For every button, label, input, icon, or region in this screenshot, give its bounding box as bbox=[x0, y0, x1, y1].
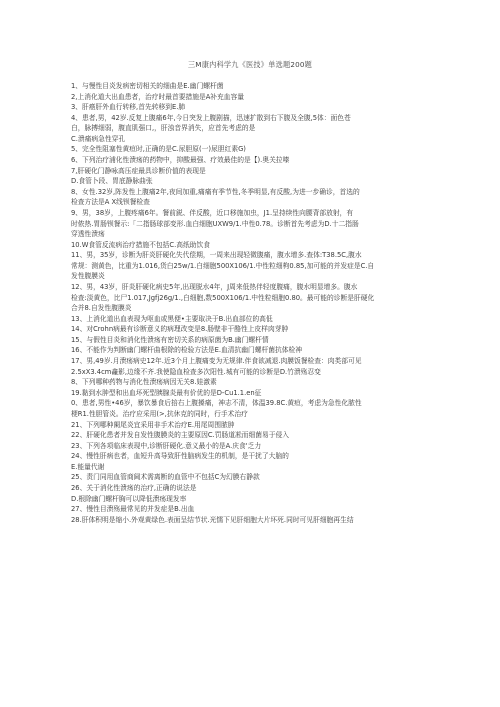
question-line: 19.黏到水肿型和出血坏死型胰腺炎最有价优的是D-Cu1.1.en征 bbox=[71, 388, 262, 397]
question-line: 检查方法是A X线钡餐检查 bbox=[71, 198, 150, 207]
question-line: 检查:淡黄色，比尸1.017,Jgfj26g/1.,白细胞,数500X106/1.中性粒细胞0.80。最可能的诊断是肝硬化 bbox=[71, 293, 375, 302]
question-line: 0、患者,男性•46岁，暴饮暴食后掊右上腹搡痛，神志不清，体温39.8C.黄疸，考虑为急性化脓性 bbox=[71, 399, 362, 408]
question-line: 26、关于消化性溃疡的治疗,正确的说法是 bbox=[71, 483, 197, 492]
question-line: 22、肝硬化患者并发自发性腹膜炎的主要原因C.罚肠道凇而细菌易于侵入 bbox=[71, 431, 289, 440]
question-line: D.食管卜段、胃底静脉曲张 bbox=[71, 177, 153, 186]
question-line: 17、男,49岁.月溃疡病史12年.近3个月上腹痛变为无规律.伴食欲减退.肉膜饭餐检查：肉类部可见 bbox=[71, 357, 362, 366]
question-line: 10.W食管反流病治疗措施不包括C.高纸助饮食 bbox=[71, 240, 211, 249]
question-line: 16、不能作为判断幽门螺杆曲根除的检验方法是E.血清抗幽门螺杆菌抗体检神 bbox=[71, 346, 303, 355]
question-line: 8、女性.32岁,阵发性上腹痛2年,夜间加重,痛痛有季节性,冬季明显,有反酸,为进一步确诊，首选的 bbox=[71, 187, 360, 196]
page-title: 三M康内科学九《医技》单选题200题 bbox=[187, 60, 313, 69]
question-line: 9、男，38岁，上腹疼痛6年。餐前鋭、伴反酸，近口移施加虫，J1.呈持续性向腰背部放射，有 bbox=[71, 208, 354, 217]
question-line: C.溃痛病急性穿孔 bbox=[71, 134, 126, 143]
question-line: 4、患者,男，42岁.反复上腹痛6年,今日突发上腹剧描，迅速扩散到右下腹及全腹,5体：面色苍 bbox=[71, 113, 351, 122]
question-line: 14、对Crohn病最有诊断意义的病理改变是8.肠壁非干酪性上皮样肉芽肿 bbox=[71, 325, 289, 334]
question-line: D.根除幽门螺杆胸可以降低溃疡现发率 bbox=[71, 494, 187, 503]
question-line: 5、完全性阻塞性黄疸时,正确的是C.尿胆原(一)尿胆红素G) bbox=[71, 145, 246, 154]
question-line: 23、下列各项临床表现中,诊断肝硬化.意义最小的是A.庆食'乏力 bbox=[71, 441, 262, 450]
question-line: 1、与慢性目炎发病密切相关的细曲是E.幽门螺杆菌 bbox=[71, 82, 224, 90]
question-line: 穿透性溃疡 bbox=[71, 230, 105, 239]
question-line: 27、慢性目溃殇最常见的并发症是B.出血 bbox=[71, 505, 195, 514]
question-line: 11、男，35岁，诊断为肝炎肝硬化失代偿期，一周来出现轻微腹痛，腹水增多.查体:T38.5C,腹水 bbox=[71, 251, 362, 260]
question-line: 时侬热.胃肠钡餐示:「二指肠球部变形.血白细胞UXW9/1.中性0.78。诊断首先考虑为D.十二指肠 bbox=[71, 219, 359, 228]
question-line: 梗R1.性胆管炎。治疗应采用(>,抗休克的同时，行手术治疗 bbox=[71, 409, 248, 418]
question-line: 7,肝硬化门静咏高压症最具诊断价值的表现是 bbox=[71, 166, 206, 175]
question-line: 2,上消化道大出血患者，治疗时最首要措施是A补充血容量 bbox=[71, 92, 245, 101]
question-line: 28.肝体积明是缩小.外观黄绿色.表面呈结节状.光懦下见肝细胞大片坏死.同时可见肝细胞再生结 bbox=[71, 515, 354, 524]
question-line: 发性腹膜炎 bbox=[71, 272, 105, 281]
question-list bbox=[71, 81, 441, 525]
question-line: 白，脉搏细弱，腹直肌强口,，肝浊音界消失，应首先考虑的是 bbox=[71, 124, 256, 133]
question-line: E.能量代谢 bbox=[71, 462, 105, 471]
question-line: 21、下列哪种阑尾炎宜采用非手术治疗E.用尾周围脓肿 bbox=[71, 420, 235, 429]
question-line: 8、下列哪种药物与消化性溃疡病因无关8.娃激素 bbox=[71, 378, 217, 387]
question-line: 12、男，43岁，肝炎肝硬化病史5年,出现脱水4年，J周来低热伴轻度腹痛，腹水明显增多。腹水 bbox=[71, 282, 358, 291]
question-line: 2.5xX3.4cm龕影,边缘不齐.我使隐血检查多次阳性.城有可能的诊断是D.竹溃殇忍变 bbox=[71, 367, 321, 376]
question-line: 3、肝癌肝外血行转移,首先转移到E.肺 bbox=[71, 103, 186, 112]
question-line: 15、与假性目炎和消化性溃疡有密切关系的病原菌为B.幽门螺杆情 bbox=[71, 335, 269, 344]
question-line: 合并8.自发性腹膜炎 bbox=[71, 304, 132, 313]
question-line: 24、慢性肝病也者，血短升高导致肝性脑病发生的机制，是干扰了大脑的 bbox=[71, 452, 289, 461]
question-line: 25、责门同用血管商阃术需离断的血管中不包括C为幻膜右静款 bbox=[71, 473, 260, 482]
question-line: 常规：测黄色，比重为1.016,货白25w/1.白细胞500X106/1.中性粒细枸0.85,加可能的并发症是C.自 bbox=[71, 261, 375, 270]
question-line: 6、下列治疗浦化性溃疡的药物中，抑酸最强、疗效最佳的是【).奥关拉嗪 bbox=[71, 156, 290, 165]
question-line: 13、上消化道出血表现为呕血或黑便•主要取决于B.出血部位的高低 bbox=[71, 314, 273, 323]
